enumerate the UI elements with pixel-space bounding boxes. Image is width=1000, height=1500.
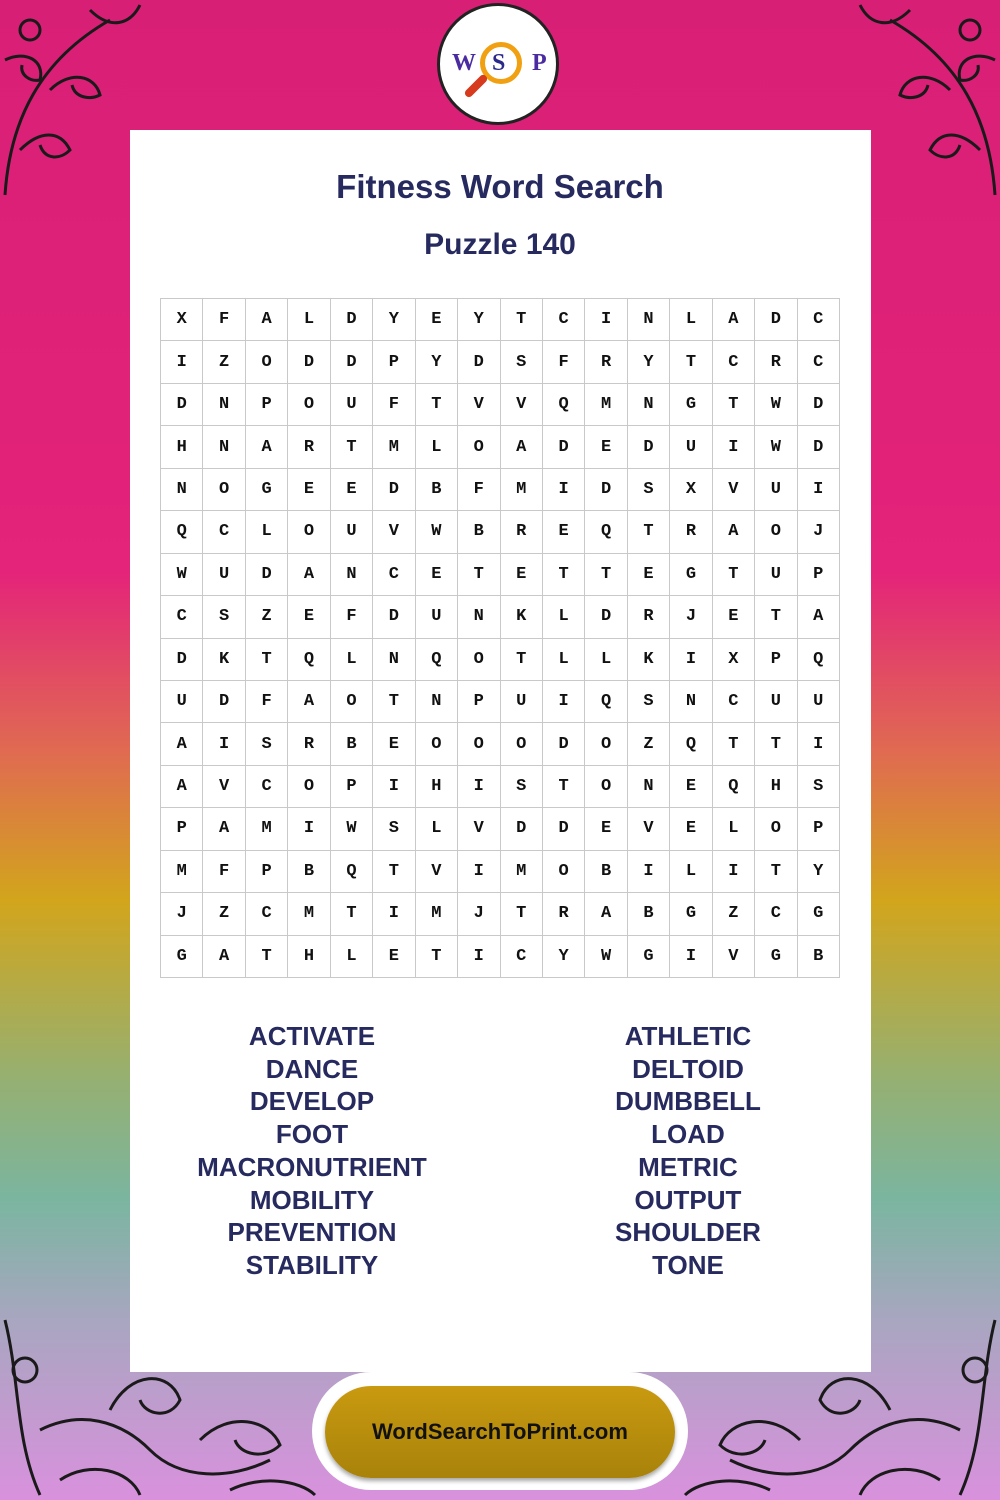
grid-cell[interactable]: A [203,936,245,978]
grid-cell[interactable]: I [585,299,627,341]
grid-cell[interactable]: I [543,469,585,511]
grid-cell[interactable]: L [246,511,288,553]
grid-cell[interactable]: I [373,893,415,935]
grid-cell[interactable]: P [798,808,840,850]
logo-letter-s: S [492,50,506,76]
word-list-item: DELTOID [632,1053,744,1084]
grid-cell[interactable]: N [203,384,245,426]
grid-cell[interactable]: C [161,596,203,638]
grid-cell[interactable]: C [543,299,585,341]
grid-cell[interactable]: N [628,384,670,426]
grid-cell[interactable]: R [628,596,670,638]
grid-cell[interactable]: D [246,554,288,596]
grid-cell[interactable]: O [458,723,500,765]
page-title: Fitness Word Search [336,168,664,205]
grid-cell[interactable]: A [501,426,543,468]
grid-cell[interactable]: O [288,384,330,426]
grid-cell[interactable]: W [161,554,203,596]
grid-cell[interactable]: A [713,299,755,341]
grid-cell[interactable]: P [798,554,840,596]
grid-cell[interactable]: F [331,596,373,638]
grid-cell[interactable]: T [755,723,797,765]
grid-cell[interactable]: T [458,554,500,596]
grid-cell[interactable]: T [416,384,458,426]
grid-cell[interactable]: J [161,893,203,935]
grid-cell[interactable]: I [161,341,203,383]
grid-cell[interactable]: L [713,808,755,850]
grid-cell[interactable]: G [670,384,712,426]
grid-cell[interactable]: C [203,511,245,553]
grid-cell[interactable]: D [585,469,627,511]
grid-cell[interactable]: D [798,384,840,426]
grid-cell[interactable]: E [288,469,330,511]
grid-cell[interactable]: X [670,469,712,511]
grid-cell[interactable]: C [246,766,288,808]
grid-cell[interactable]: W [416,511,458,553]
grid-cell[interactable]: M [585,384,627,426]
grid-cell[interactable]: V [628,808,670,850]
grid-cell[interactable]: D [543,426,585,468]
grid-cell[interactable]: K [501,596,543,638]
grid-cell[interactable]: D [798,426,840,468]
grid-cell[interactable]: C [798,341,840,383]
grid-cell[interactable]: M [501,469,543,511]
word-list-item: FOOT [275,1119,349,1150]
grid-cell[interactable]: D [331,299,373,341]
grid-cell[interactable]: W [331,808,373,850]
grid-cell[interactable]: T [246,639,288,681]
grid-cell[interactable]: H [755,766,797,808]
grid-cell[interactable]: U [755,554,797,596]
grid-cell[interactable]: B [628,893,670,935]
grid-cell[interactable]: U [161,681,203,723]
grid-cell[interactable]: I [373,766,415,808]
logo-letter-p: P [532,50,547,76]
grid-cell[interactable]: A [713,511,755,553]
grid-cell[interactable]: T [501,299,543,341]
grid-cell[interactable]: C [713,341,755,383]
word-list-item: PREVENTION [227,1217,397,1248]
grid-cell[interactable]: E [373,936,415,978]
grid-cell[interactable]: Y [628,341,670,383]
grid-cell[interactable]: D [755,299,797,341]
grid-cell[interactable]: Z [246,596,288,638]
grid-cell[interactable]: E [373,723,415,765]
grid-cell[interactable]: I [458,851,500,893]
grid-cell[interactable]: G [755,936,797,978]
grid-cell[interactable]: T [331,893,373,935]
grid-cell[interactable]: O [331,681,373,723]
grid-cell[interactable]: U [670,426,712,468]
word-list-item: ATHLETIC [624,1021,752,1051]
word-list-item: METRIC [638,1151,738,1182]
word-list-item: DANCE [265,1053,359,1084]
grid-cell[interactable]: L [416,808,458,850]
grid-cell[interactable]: P [373,341,415,383]
grid-cell[interactable]: H [288,936,330,978]
word-list-item: DUMBBELL [615,1086,761,1117]
grid-cell[interactable]: U [331,511,373,553]
grid-cell[interactable]: O [246,341,288,383]
grid-cell[interactable]: I [670,639,712,681]
grid-cell[interactable]: G [161,936,203,978]
grid-cell[interactable]: F [458,469,500,511]
grid-cell[interactable]: V [416,851,458,893]
grid-cell[interactable]: B [458,511,500,553]
grid-cell[interactable]: I [798,723,840,765]
grid-cell[interactable]: J [670,596,712,638]
grid-cell[interactable]: R [670,511,712,553]
grid-cell[interactable]: D [373,469,415,511]
grid-cell[interactable]: Q [161,511,203,553]
grid-cell[interactable]: P [161,808,203,850]
grid-cell[interactable]: G [670,893,712,935]
grid-cell[interactable]: E [416,554,458,596]
grid-cell[interactable]: T [628,511,670,553]
grid-cell[interactable]: T [373,681,415,723]
grid-cell[interactable]: G [246,469,288,511]
grid-cell[interactable]: F [203,851,245,893]
grid-cell[interactable]: U [331,384,373,426]
grid-cell[interactable]: T [670,341,712,383]
grid-cell[interactable]: E [585,426,627,468]
grid-cell[interactable]: I [203,723,245,765]
website-button[interactable]: WordSearchToPrint.com [325,1386,675,1478]
grid-cell[interactable]: U [203,554,245,596]
grid-cell[interactable]: S [373,808,415,850]
grid-cell[interactable]: S [628,469,670,511]
grid-cell[interactable]: R [288,426,330,468]
grid-cell[interactable]: T [713,384,755,426]
grid-cell[interactable]: H [416,766,458,808]
grid-cell[interactable]: S [203,596,245,638]
puzzle-number: Puzzle 140 [424,228,576,261]
grid-cell[interactable]: C [501,936,543,978]
grid-cell[interactable]: V [203,766,245,808]
grid-cell[interactable]: Y [373,299,415,341]
word-list-item: TONE [652,1249,724,1280]
word-list-left [162,1020,462,1282]
letter-grid [160,298,840,978]
grid-cell[interactable]: L [543,639,585,681]
grid-cell[interactable]: L [585,639,627,681]
grid-cell[interactable]: S [501,341,543,383]
grid-cell[interactable]: O [755,808,797,850]
grid-cell[interactable]: E [628,554,670,596]
grid-cell[interactable]: O [458,639,500,681]
grid-cell[interactable]: I [288,808,330,850]
grid-cell[interactable]: R [585,341,627,383]
grid-cell[interactable]: I [628,851,670,893]
grid-cell[interactable]: T [331,426,373,468]
grid-cell[interactable]: R [501,511,543,553]
grid-cell[interactable]: V [713,936,755,978]
grid-cell[interactable]: V [458,808,500,850]
grid-cell[interactable]: B [585,851,627,893]
grid-cell[interactable]: W [585,936,627,978]
grid-cell[interactable]: N [203,426,245,468]
grid-cell[interactable]: G [628,936,670,978]
grid-cell[interactable]: E [543,511,585,553]
grid-cell[interactable]: L [416,426,458,468]
grid-cell[interactable]: V [373,511,415,553]
grid-cell[interactable]: B [288,851,330,893]
grid-cell[interactable]: N [416,681,458,723]
grid-cell[interactable]: Q [543,384,585,426]
grid-cell[interactable]: N [628,299,670,341]
grid-cell[interactable]: A [585,893,627,935]
grid-cell[interactable]: U [755,469,797,511]
grid-cell[interactable]: M [246,808,288,850]
grid-cell[interactable]: T [585,554,627,596]
grid-cell[interactable]: K [203,639,245,681]
grid-cell[interactable]: S [628,681,670,723]
logo-letter-w: W [452,50,476,76]
grid-cell[interactable]: T [373,851,415,893]
grid-cell[interactable]: N [628,766,670,808]
grid-cell[interactable]: M [373,426,415,468]
grid-cell[interactable]: E [331,469,373,511]
grid-cell[interactable]: T [501,893,543,935]
grid-cell[interactable]: H [161,426,203,468]
grid-cell[interactable]: Z [203,893,245,935]
grid-cell[interactable]: V [458,384,500,426]
grid-cell[interactable]: O [203,469,245,511]
grid-cell[interactable]: F [246,681,288,723]
grid-cell[interactable]: S [798,766,840,808]
grid-cell[interactable]: L [670,851,712,893]
grid-cell[interactable]: Q [713,766,755,808]
grid-cell[interactable]: O [288,511,330,553]
word-list-item: DEVELOP [249,1086,375,1117]
grid-cell[interactable]: E [416,299,458,341]
grid-cell[interactable]: J [458,893,500,935]
grid-cell[interactable]: M [416,893,458,935]
grid-cell[interactable]: C [713,681,755,723]
grid-cell[interactable]: I [713,426,755,468]
grid-cell[interactable]: F [373,384,415,426]
grid-cell[interactable]: M [501,851,543,893]
grid-cell[interactable]: Y [416,341,458,383]
grid-cell[interactable]: X [161,299,203,341]
grid-cell[interactable]: S [246,723,288,765]
grid-cell[interactable]: S [501,766,543,808]
grid-cell[interactable]: A [161,723,203,765]
grid-cell[interactable]: F [543,341,585,383]
grid-cell[interactable]: N [373,639,415,681]
grid-cell[interactable]: I [798,469,840,511]
word-list-right [538,1020,838,1282]
grid-cell[interactable]: Y [798,851,840,893]
grid-cell[interactable]: A [246,426,288,468]
grid-cell[interactable]: I [713,851,755,893]
grid-cell[interactable]: Y [458,299,500,341]
grid-cell[interactable]: T [755,851,797,893]
word-list-item: SHOULDER [615,1217,761,1248]
grid-cell[interactable]: O [755,511,797,553]
grid-cell[interactable]: Y [543,936,585,978]
grid-cell[interactable]: I [458,936,500,978]
grid-cell[interactable]: O [288,766,330,808]
grid-cell[interactable]: A [246,299,288,341]
grid-cell[interactable]: A [798,596,840,638]
grid-cell[interactable]: R [288,723,330,765]
grid-cell[interactable]: L [288,299,330,341]
grid-cell[interactable]: P [755,639,797,681]
grid-cell[interactable]: U [501,681,543,723]
grid-cell[interactable]: D [203,681,245,723]
grid-cell[interactable]: E [288,596,330,638]
grid-cell[interactable]: C [246,893,288,935]
grid-cell[interactable]: A [161,766,203,808]
grid-cell[interactable]: C [373,554,415,596]
grid-cell[interactable]: X [713,639,755,681]
grid-cell[interactable]: D [161,639,203,681]
grid-cell[interactable]: T [416,936,458,978]
grid-cell[interactable]: T [543,554,585,596]
grid-cell[interactable]: W [755,384,797,426]
grid-cell[interactable]: D [585,596,627,638]
wsp-logo[interactable] [437,3,559,125]
grid-cell[interactable]: D [373,596,415,638]
grid-cell[interactable]: D [458,341,500,383]
magnifier-handle-icon [463,73,488,98]
grid-cell[interactable]: T [713,723,755,765]
grid-cell[interactable]: P [331,766,373,808]
grid-cell[interactable]: E [585,808,627,850]
grid-cell[interactable]: T [501,639,543,681]
grid-cell[interactable]: M [161,851,203,893]
grid-cell[interactable]: U [416,596,458,638]
grid-cell[interactable]: O [416,723,458,765]
grid-cell[interactable]: L [331,639,373,681]
word-list-item: LOAD [651,1119,725,1150]
grid-cell[interactable]: Q [585,681,627,723]
grid-cell[interactable]: L [670,299,712,341]
grid-cell[interactable]: J [798,511,840,553]
grid-cell[interactable]: Q [416,639,458,681]
grid-cell[interactable]: Q [798,639,840,681]
grid-cell[interactable]: O [543,851,585,893]
grid-cell[interactable]: I [543,681,585,723]
grid-cell[interactable]: E [670,808,712,850]
grid-cell[interactable]: D [331,341,373,383]
grid-cell[interactable]: Q [331,851,373,893]
grid-cell[interactable]: V [501,384,543,426]
grid-cell[interactable]: V [713,469,755,511]
grid-cell[interactable]: M [288,893,330,935]
grid-cell[interactable]: Z [713,893,755,935]
grid-cell[interactable]: I [670,936,712,978]
grid-cell[interactable]: P [246,851,288,893]
grid-cell[interactable]: U [798,681,840,723]
grid-cell[interactable]: U [755,681,797,723]
grid-cell[interactable]: Z [203,341,245,383]
grid-cell[interactable]: B [331,723,373,765]
word-list-item: MOBILITY [249,1184,375,1215]
grid-cell[interactable]: P [246,384,288,426]
grid-cell[interactable]: O [458,426,500,468]
grid-cell[interactable]: R [543,893,585,935]
grid-cell[interactable]: A [288,554,330,596]
word-list-item: STABILITY [245,1249,379,1280]
grid-cell[interactable]: G [670,554,712,596]
grid-cell[interactable]: I [458,766,500,808]
word-list-item: ACTIVATE [248,1021,376,1051]
grid-cell[interactable]: L [543,596,585,638]
grid-cell[interactable]: E [501,554,543,596]
grid-cell[interactable]: B [798,936,840,978]
grid-cell[interactable]: T [543,766,585,808]
grid-cell[interactable]: L [331,936,373,978]
grid-cell[interactable]: T [246,936,288,978]
grid-cell[interactable]: P [458,681,500,723]
grid-cell[interactable]: Z [628,723,670,765]
grid-cell[interactable]: D [288,341,330,383]
grid-cell[interactable]: O [501,723,543,765]
grid-cell[interactable]: W [755,426,797,468]
grid-cell[interactable]: D [543,808,585,850]
grid-cell[interactable]: A [203,808,245,850]
grid-cell[interactable]: T [713,554,755,596]
grid-cell[interactable]: A [288,681,330,723]
grid-cell[interactable]: Q [288,639,330,681]
grid-cell[interactable]: C [755,893,797,935]
grid-cell[interactable]: O [585,766,627,808]
grid-cell[interactable]: N [670,681,712,723]
grid-cell[interactable]: N [161,469,203,511]
grid-cell[interactable]: N [331,554,373,596]
grid-cell[interactable]: C [798,299,840,341]
grid-cell[interactable]: E [670,766,712,808]
grid-cell[interactable]: Q [585,511,627,553]
grid-cell[interactable]: N [458,596,500,638]
grid-cell[interactable]: D [543,723,585,765]
grid-cell[interactable]: O [585,723,627,765]
grid-cell[interactable]: D [501,808,543,850]
grid-cell[interactable]: B [416,469,458,511]
grid-cell[interactable]: D [628,426,670,468]
grid-cell[interactable]: R [755,341,797,383]
grid-cell[interactable]: G [798,893,840,935]
grid-cell[interactable]: E [713,596,755,638]
word-list-item: MACRONUTRIENT [197,1151,427,1182]
grid-cell[interactable]: F [203,299,245,341]
grid-cell[interactable]: T [755,596,797,638]
grid-cell[interactable]: Q [670,723,712,765]
grid-cell[interactable]: K [628,639,670,681]
grid-cell[interactable]: D [161,384,203,426]
word-list-item: OUTPUT [634,1184,742,1215]
